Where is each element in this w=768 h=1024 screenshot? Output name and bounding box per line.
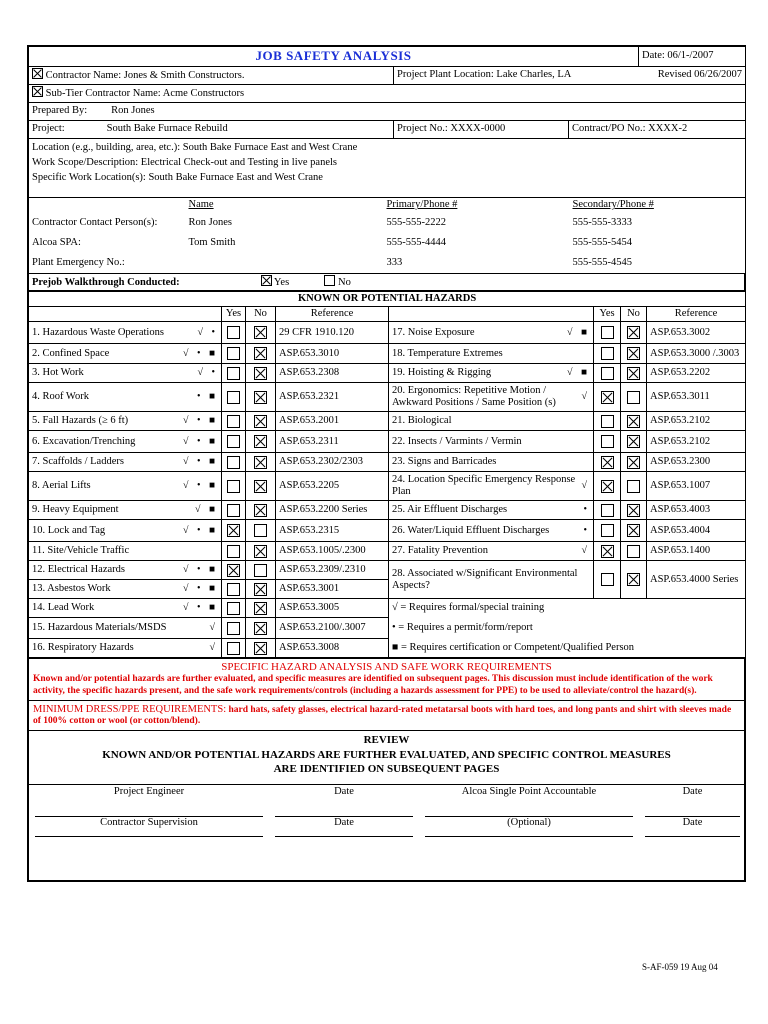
hazard-requirement-marks: √ (581, 545, 590, 557)
sig-date: Date (334, 816, 354, 828)
hazard-reference: ASP.653.3011 (647, 383, 746, 412)
hazard-yes-checkbox[interactable] (601, 415, 614, 428)
hazard-no-checkbox[interactable] (627, 456, 640, 469)
hazard-reference: ASP.653.2311 (276, 431, 389, 453)
hazard-row (29, 561, 746, 580)
hazard-no-checkbox[interactable] (254, 367, 267, 380)
hazard-requirement-marks: √ • ■ (182, 602, 218, 614)
hazard-reference: ASP.653.2300 (647, 453, 746, 472)
hazard-row (29, 599, 746, 618)
hazard-name: 22. Insects / Varmints / Vermin (392, 435, 522, 447)
hazard-reference: ASP.653.2309/.2310 (276, 561, 389, 580)
hazard-name: 24. Location Specific Emergency Response Plan (392, 474, 576, 498)
sig-project-engineer: Project Engineer (113, 786, 185, 798)
hazard-no-checkbox[interactable] (254, 622, 267, 635)
col-reference: Reference (647, 307, 746, 322)
hazard-no-checkbox[interactable] (254, 415, 267, 428)
hazard-name: 17. Noise Exposure (392, 326, 475, 338)
contact-label: Contractor Contact Person(s): (32, 216, 158, 228)
hazard-name: 19. Hoisting & Rigging (392, 367, 492, 379)
plant-location: Project Plant Location: Lake Charles, LA (394, 67, 639, 85)
prejob-no-label: No (338, 277, 351, 288)
hazard-name: 7. Scaffolds / Ladders (32, 456, 124, 468)
sig-date: Date (682, 816, 703, 828)
hazard-requirement-marks: • ■ (196, 391, 218, 403)
col-yes: Yes (222, 307, 246, 322)
form-date: Date: 06/1-/2007 (639, 47, 746, 67)
header-table (28, 46, 746, 198)
hazard-name: 9. Heavy Equipment (32, 504, 119, 516)
hazard-yes-checkbox[interactable] (601, 391, 614, 404)
hazard-name: 23. Signs and Barricades (392, 456, 497, 468)
hazard-requirement-marks: √ (209, 642, 218, 654)
hazard-reference: ASP.653.4003 (647, 501, 746, 520)
hazard-yes-checkbox[interactable] (227, 347, 240, 360)
hazard-requirement-marks: √ ■ (566, 326, 590, 338)
hazard-row (29, 412, 746, 431)
hazard-row (29, 344, 746, 364)
hazard-reference: ASP.653.2308 (276, 364, 389, 383)
hazard-name: 27. Fatality Prevention (392, 545, 488, 557)
hazard-name: 3. Hot Work (32, 367, 84, 379)
specific-body: Known and/or potential hazards are further evaluated, and specific measures are identified on subsequent pages. This discussion must include identification of the work activity, the specific hazards present, and the safe work requirements/controls (including a hazards assessment for PPE) to be used to alleviate/control the hazard(s). (33, 673, 713, 696)
hazard-name: 11. Site/Vehicle Traffic (32, 545, 130, 557)
hazard-row (29, 639, 746, 658)
hazard-no-checkbox[interactable] (254, 564, 267, 577)
hazard-yes-checkbox[interactable] (227, 504, 240, 517)
hazard-no-checkbox[interactable] (254, 326, 267, 339)
hazard-no-checkbox[interactable] (254, 545, 267, 558)
hazard-yes-checkbox[interactable] (601, 435, 614, 448)
hazard-no-checkbox[interactable] (254, 524, 267, 537)
contact-primary: 555-555-2222 (386, 216, 446, 228)
contact-primary: 333 (386, 256, 403, 268)
hazard-no-checkbox[interactable] (627, 480, 640, 493)
signature-table (29, 785, 745, 843)
contact-name (186, 253, 384, 273)
hazard-no-checkbox[interactable] (627, 573, 640, 586)
hazard-reference: ASP.653.2321 (276, 383, 389, 412)
prepared-by: Ron Jones (111, 105, 155, 117)
hazard-row (29, 453, 746, 472)
hazard-yes-checkbox[interactable] (227, 326, 240, 339)
hazard-requirement-marks: √ (209, 622, 218, 634)
hazard-yes-checkbox[interactable] (227, 367, 240, 380)
hazard-requirement-marks: √ • ■ (182, 480, 218, 492)
hazard-name: 1. Hazardous Waste Operations (32, 326, 164, 338)
hazard-requirement-marks: • (583, 504, 590, 516)
hazard-reference: ASP.653.1007 (647, 472, 746, 501)
hazard-no-checkbox[interactable] (254, 391, 267, 404)
prejob-label: Prejob Walkthrough Conducted: (32, 277, 180, 288)
ppe-text: hard hats, safety glasses, electrical hazard-rated metatarsal boots with hard toes, and long pants and shirt with sleeves made of 100% cotton or wool (or cotton/blend). (33, 704, 732, 727)
hazard-no-checkbox[interactable] (254, 347, 267, 360)
specific-table (28, 658, 745, 881)
hazard-reference: ASP.653.4004 (647, 520, 746, 542)
prejob-yes-label: Yes (273, 277, 290, 288)
hazard-requirement-marks: √ • ■ (182, 456, 218, 468)
hazard-reference: ASP.653.2202 (647, 364, 746, 383)
hazard-yes-checkbox[interactable] (601, 367, 614, 380)
hazard-reference: ASP.653.3005 (276, 599, 389, 618)
hazard-reference: ASP.653.2315 (276, 520, 389, 542)
hazard-no-checkbox[interactable] (254, 642, 267, 655)
hazard-no-checkbox[interactable] (254, 435, 267, 448)
hazards-table (28, 291, 746, 658)
sig-alcoa-spa: Alcoa Single Point Accountable (461, 786, 597, 798)
contractor-checkbox[interactable] (32, 68, 43, 79)
sub-tier-checkbox[interactable] (32, 86, 43, 97)
hazard-no-checkbox[interactable] (254, 480, 267, 493)
hazards-title: KNOWN OR POTENTIAL HAZARDS (29, 292, 746, 307)
contact-secondary: 555-555-3333 (572, 216, 632, 228)
form-title: JOB SAFETY ANALYSIS (29, 47, 639, 67)
sub-tier-name: Sub-Tier Contractor Name: Acme Constructors (45, 88, 245, 100)
col-primary: Primary/Phone # (386, 199, 458, 211)
hazard-yes-checkbox[interactable] (601, 573, 614, 586)
contact-name: Tom Smith (188, 236, 236, 248)
hazard-requirement-marks: √ • ■ (182, 435, 218, 447)
hazard-yes-checkbox[interactable] (227, 391, 240, 404)
hazard-row (29, 383, 746, 412)
sig-optional: (Optional) (507, 816, 551, 828)
contact-primary: 555-555-4444 (386, 236, 446, 248)
hazard-name: 20. Ergonomics: Repetitive Motion / Awkward Positions / Same Position (s) (392, 385, 556, 409)
revised-date: Revised 06/26/2007 (639, 67, 746, 85)
sig-contractor-supervision: Contractor Supervision (100, 816, 198, 828)
project-name: South Bake Furnace Rebuild (106, 123, 228, 135)
hazard-yes-checkbox[interactable] (601, 480, 614, 493)
hazard-requirement-marks: √ • ■ (182, 583, 218, 595)
hazard-reference: ASP.653.4000 Series (647, 561, 746, 599)
prepared-by-label: Prepared By: (32, 105, 88, 117)
hazard-row (29, 322, 746, 344)
contact-label: Plant Emergency No.: (32, 256, 125, 268)
col-secondary: Secondary/Phone # (572, 199, 654, 211)
hazard-row (29, 542, 746, 561)
hazard-reference: ASP.653.3008 (276, 639, 389, 658)
hazard-reference: ASP.653.2205 (276, 472, 389, 501)
hazard-name: 12. Electrical Hazards (32, 564, 125, 576)
contact-secondary: 555-555-5454 (572, 236, 632, 248)
hazard-no-checkbox[interactable] (627, 545, 640, 558)
hazard-row (29, 501, 746, 520)
hazard-reference: ASP.653.1005/.2300 (276, 542, 389, 561)
col-reference: Reference (276, 307, 389, 322)
hazard-yes-checkbox[interactable] (601, 456, 614, 469)
hazard-yes-checkbox[interactable] (227, 642, 240, 655)
hazard-requirement-marks: √ (581, 480, 590, 492)
specific-location: Specific Work Location(s): South Bake Furnace East and West Crane (32, 172, 323, 184)
contract-po: Contract/PO No.: XXXX-2 (569, 121, 746, 139)
hazard-yes-checkbox[interactable] (601, 524, 614, 537)
legend-item: ■ = Requires certification or Competent/Qualified Person (389, 639, 746, 658)
hazard-no-checkbox[interactable] (254, 602, 267, 615)
hazard-name: 25. Air Effluent Discharges (392, 504, 508, 516)
hazard-requirement-marks: √ • (197, 326, 218, 338)
hazard-requirement-marks: √ • ■ (182, 524, 218, 536)
hazard-name: 8. Aerial Lifts (32, 480, 91, 492)
signature-line[interactable] (645, 836, 740, 837)
contacts-table (28, 198, 746, 273)
jsa-form (27, 45, 746, 882)
sig-date: Date (682, 786, 703, 798)
hazard-no-checkbox[interactable] (254, 583, 267, 596)
hazard-yes-checkbox[interactable] (227, 480, 240, 493)
hazard-no-checkbox[interactable] (627, 367, 640, 380)
hazard-row (29, 472, 746, 501)
hazard-name: 21. Biological (392, 415, 452, 427)
hazard-reference: ASP.653.2001 (276, 412, 389, 431)
contact-name: Ron Jones (188, 216, 232, 228)
col-name: Name (188, 199, 214, 211)
project-label: Project: (32, 123, 65, 135)
hazard-row (29, 364, 746, 383)
hazard-yes-checkbox[interactable] (601, 347, 614, 360)
hazard-yes-checkbox[interactable] (227, 564, 240, 577)
hazard-name: 10. Lock and Tag (32, 524, 106, 536)
hazard-name: 4. Roof Work (32, 391, 90, 403)
hazard-no-checkbox[interactable] (627, 391, 640, 404)
prejob-table (28, 273, 745, 291)
hazard-row (29, 520, 746, 542)
legend-item: √ = Requires formal/special training (389, 599, 746, 618)
hazard-no-checkbox[interactable] (627, 504, 640, 517)
hazard-reference: ASP.653.3010 (276, 344, 389, 364)
legend-item: • = Requires a permit/form/report (389, 618, 746, 639)
sig-date: Date (334, 786, 354, 798)
signature-line[interactable] (425, 836, 633, 837)
hazard-reference: 29 CFR 1910.120 (276, 322, 389, 344)
hazard-yes-checkbox[interactable] (227, 524, 240, 537)
work-scope: Work Scope/Description: Electrical Check-out and Testing in live panels (32, 157, 337, 169)
hazard-requirement-marks: √ • (197, 367, 218, 379)
hazard-no-checkbox[interactable] (254, 456, 267, 469)
hazard-reference: ASP.653.2102 (647, 431, 746, 453)
hazard-reference: ASP.653.3002 (647, 322, 746, 344)
contractor-name: Contractor Name: Jones & Smith Constructors. (45, 70, 245, 82)
hazard-yes-checkbox[interactable] (601, 545, 614, 558)
hazard-reference: ASP.653.2200 Series (276, 501, 389, 520)
hazard-yes-checkbox[interactable] (227, 435, 240, 448)
col-no: No (246, 307, 276, 322)
hazard-name: 15. Hazardous Materials/MSDS (32, 622, 167, 634)
specific-title: SPECIFIC HAZARD ANALYSIS AND SAFE WORK REQUIREMENTS (221, 661, 552, 674)
hazard-reference: ASP.653.3001 (276, 580, 389, 599)
hazard-name: 13. Asbestos Work (32, 583, 111, 595)
col-yes: Yes (594, 307, 621, 322)
prejob-yes-checkbox[interactable] (261, 275, 272, 286)
hazard-no-checkbox[interactable] (627, 415, 640, 428)
project-no: Project No.: XXXX-0000 (394, 121, 569, 139)
hazard-name: 28. Associated w/Significant Environmental Aspects? (392, 567, 578, 591)
hazard-requirement-marks: • (583, 524, 590, 536)
hazard-name: 5. Fall Hazards (≥ 6 ft) (32, 415, 129, 427)
hazard-no-checkbox[interactable] (254, 504, 267, 517)
hazard-yes-checkbox[interactable] (227, 545, 240, 558)
hazard-row (29, 618, 746, 639)
hazard-yes-checkbox[interactable] (601, 326, 614, 339)
hazard-yes-checkbox[interactable] (227, 456, 240, 469)
form-id: S-AF-059 19 Aug 04 (642, 962, 718, 972)
hazard-requirement-marks: √ ■ (566, 367, 590, 379)
location: Location (e.g., building, area, etc.): South Bake Furnace East and West Crane (32, 142, 358, 153)
hazard-reference: ASP.653.3000 /.3003 (647, 344, 746, 364)
hazard-reference: ASP.653.1400 (647, 542, 746, 561)
hazard-row (29, 431, 746, 453)
hazard-no-checkbox[interactable] (627, 435, 640, 448)
hazard-yes-checkbox[interactable] (227, 583, 240, 596)
hazard-no-checkbox[interactable] (627, 524, 640, 537)
prejob-no-checkbox[interactable] (324, 275, 335, 286)
hazard-name: 14. Lead Work (32, 602, 95, 614)
hazard-reference: ASP.653.2302/2303 (276, 453, 389, 472)
hazard-name: 26. Water/Liquid Effluent Discharges (392, 524, 550, 536)
hazard-name: 16. Respiratory Hazards (32, 642, 134, 654)
contact-secondary: 555-555-4545 (572, 256, 632, 268)
hazard-yes-checkbox[interactable] (601, 504, 614, 517)
col-no: No (621, 307, 647, 322)
hazard-reference: ASP.653.2100/.3007 (276, 618, 389, 639)
hazard-name: 2. Confined Space (32, 347, 110, 359)
signature-line[interactable] (35, 836, 263, 837)
hazard-requirement-marks: √ • ■ (182, 564, 218, 576)
hazard-name: 18. Temperature Extremes (392, 347, 503, 359)
hazard-yes-checkbox[interactable] (227, 415, 240, 428)
hazard-no-checkbox[interactable] (627, 347, 640, 360)
hazard-name: 6. Excavation/Trenching (32, 435, 136, 447)
signature-line[interactable] (275, 836, 413, 837)
review-line1: KNOWN AND/OR POTENTIAL HAZARDS ARE FURTHER EVALUATED, AND SPECIFIC CONTROL MEASURES (102, 748, 671, 761)
hazard-requirement-marks: √ ■ (194, 504, 218, 516)
hazard-no-checkbox[interactable] (627, 326, 640, 339)
hazard-requirement-marks: √ (581, 391, 590, 403)
hazard-requirement-marks: √ • ■ (182, 415, 218, 427)
review-line2: ARE IDENTIFIED ON SUBSEQUENT PAGES (273, 762, 500, 775)
ppe-label: MINIMUM DRESS/PPE REQUIREMENTS: (33, 703, 227, 715)
hazard-yes-checkbox[interactable] (227, 622, 240, 635)
review-title: REVIEW (363, 734, 410, 747)
hazard-yes-checkbox[interactable] (227, 602, 240, 615)
hazard-reference: ASP.653.2102 (647, 412, 746, 431)
hazard-requirement-marks: √ • ■ (182, 347, 218, 359)
contact-label: Alcoa SPA: (32, 236, 81, 248)
